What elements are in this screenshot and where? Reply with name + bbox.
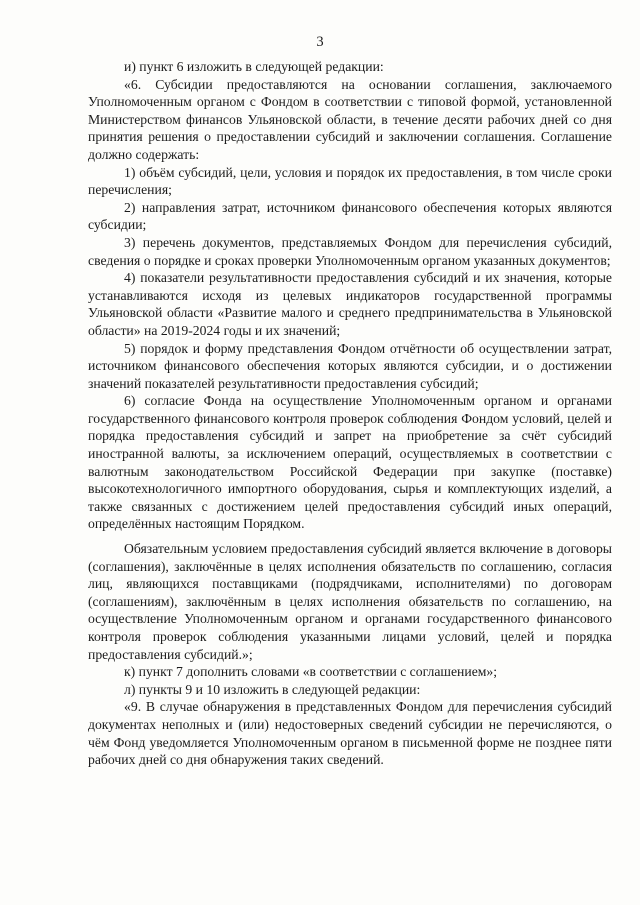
paragraph-point-9: «9. В случае обнаружения в представленных Фондом для перечисления субсидий документах неполных и (или) недостоверных сведений субсидии не перечисляются, о чём Фонд уведомляется Уполномоченным органом в письменной форме не позднее пяти рабочих дней со дня обнаружения таких сведений. [88, 699, 612, 768]
paragraph-item-l: л) пункты 9 и 10 изложить в следующей редакции: [124, 681, 421, 697]
paragraph-mandatory-condition: Обязательным условием предоставления субсидий является включение в договоры (соглашения), заключённые в целях исполнения обязательств по соглашению, согласия лиц, являющихся поставщиками (подрядчиками, исполнителями) по договорам (соглашениям), заключённым в целях исполнения обязательств по соглашению, на осуществление Уполномоченным органом и органами государственного финансового контроля проверок соблюдения указанными лицами условий, целей и порядка предоставления субсидий.»; [88, 541, 612, 662]
paragraph-subitem-3: 3) перечень документов, представляемых Фондом для перечисления субсидий, сведения о порядке и сроках проверки Уполномоченным органом указанных документов; [88, 234, 612, 268]
paragraph-subitem-2: 2) направления затрат, источником финансового обеспечения которых являются субсидии; [88, 199, 612, 233]
paragraph-item-k: к) пункт 7 дополнить словами «в соответствии с соглашением»; [124, 664, 498, 680]
document-body [88, 58, 612, 769]
paragraph-point-6: «6. Субсидии предоставляются на основании соглашения, заключаемого Уполномоченным органом с Фондом в соответствии с типовой формой, установленной Министерством финансов Ульяновской области, в течение десяти рабочих дней со дня принятия решения о предоставлении субсидий и заключении соглашения. Соглашение должно содержать: [88, 76, 612, 162]
paragraph-subitem-5: 5) порядок и форму представления Фондом отчётности об осуществлении затрат, источником финансового обеспечения которых являются субсидии, и о достижении значений показателей результативности предоставления субсидий; [88, 340, 612, 391]
paragraph-subitem-6: 6) согласие Фонда на осуществление Уполномоченным органом и органами государственного финансового контроля проверок соблюдения Фондом условий, целей и порядка предоставления субсидий и запрет на приобретение за счёт субсидий иностранной валюты, за исключением операций, осуществляемых в соответствии с валютным законодательством Российской Федерации при закупке (поставке) высокотехнологичного импортного оборудования, сырья и комплектующих изделий, а также связанных с достижением целей предоставления субсидий иных операций, определённых настоящим Порядком. [88, 393, 612, 532]
paragraph-subitem-1: 1) объём субсидий, цели, условия и порядок их предоставления, в том числе сроки перечисления; [88, 164, 612, 198]
paragraph-subitem-4: 4) показатели результативности предоставления субсидий и их значения, которые устанавливаются исходя из целевых индикаторов государственной программы Ульяновской области «Развитие малого и среднего предпринимательства в Ульяновской области» на 2019-2024 годы и их значений; [88, 270, 612, 338]
page-number: 3 [316, 34, 324, 50]
paragraph-item-i: и) пункт 6 изложить в следующей редакции: [124, 59, 384, 74]
